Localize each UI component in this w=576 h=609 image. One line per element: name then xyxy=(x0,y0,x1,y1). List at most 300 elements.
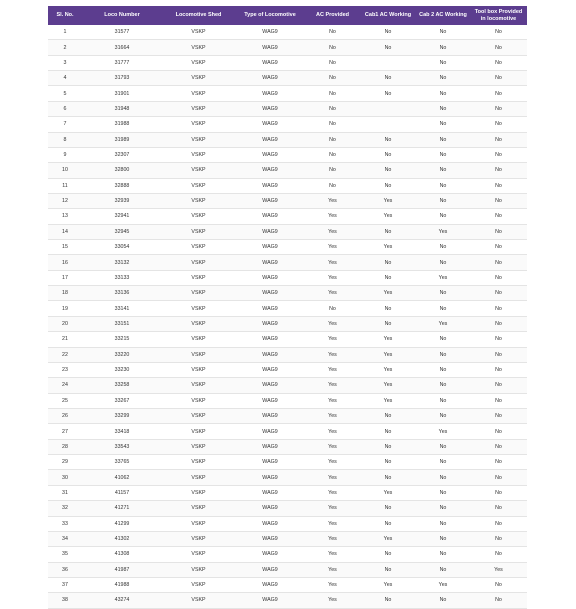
cell-sl-no: 14 xyxy=(48,224,82,239)
cell-cab1-ac-working: No xyxy=(360,255,416,270)
cell-type-of-locomotive: WAG9 xyxy=(235,286,305,301)
cell-loco-number: 32941 xyxy=(82,209,162,224)
cell-loco-number: 33132 xyxy=(82,255,162,270)
cell-sl-no: 20 xyxy=(48,316,82,331)
table-row xyxy=(48,439,527,454)
cell-cab1-ac-working: Yes xyxy=(360,209,416,224)
cell-cab2-ac-working: No xyxy=(416,147,470,162)
cell-locomotive-shed: VSKP xyxy=(162,347,235,362)
cell-loco-number: 31577 xyxy=(82,25,162,40)
cell-type-of-locomotive: WAG9 xyxy=(235,117,305,132)
cell-locomotive-shed: VSKP xyxy=(162,378,235,393)
cell-loco-number: 41062 xyxy=(82,470,162,485)
cell-locomotive-shed: VSKP xyxy=(162,193,235,208)
cell-cab1-ac-working: Yes xyxy=(360,577,416,592)
cell-ac-provided: Yes xyxy=(305,209,360,224)
cell-locomotive-shed: VSKP xyxy=(162,71,235,86)
cell-loco-number: 31664 xyxy=(82,40,162,55)
cell-cab2-ac-working: No xyxy=(416,593,470,608)
cell-locomotive-shed: VSKP xyxy=(162,393,235,408)
cell-toolbox-provided: No xyxy=(470,424,527,439)
cell-cab1-ac-working: No xyxy=(360,516,416,531)
cell-sl-no: 10 xyxy=(48,163,82,178)
cell-sl-no: 30 xyxy=(48,470,82,485)
cell-cab2-ac-working: No xyxy=(416,209,470,224)
table-row xyxy=(48,86,527,101)
table-row xyxy=(48,470,527,485)
cell-type-of-locomotive: WAG9 xyxy=(235,332,305,347)
cell-ac-provided: Yes xyxy=(305,332,360,347)
cell-ac-provided: Yes xyxy=(305,393,360,408)
cell-type-of-locomotive: WAG9 xyxy=(235,71,305,86)
cell-cab1-ac-working: No xyxy=(360,224,416,239)
cell-cab2-ac-working: Yes xyxy=(416,577,470,592)
cell-ac-provided: No xyxy=(305,132,360,147)
locomotive-table xyxy=(48,6,527,609)
cell-type-of-locomotive: WAG9 xyxy=(235,547,305,562)
cell-toolbox-provided: No xyxy=(470,516,527,531)
cell-locomotive-shed: VSKP xyxy=(162,485,235,500)
cell-locomotive-shed: VSKP xyxy=(162,516,235,531)
cell-sl-no: 28 xyxy=(48,439,82,454)
cell-sl-no: 21 xyxy=(48,332,82,347)
cell-cab2-ac-working: No xyxy=(416,562,470,577)
cell-ac-provided: No xyxy=(305,25,360,40)
cell-toolbox-provided: No xyxy=(470,455,527,470)
cell-cab1-ac-working: No xyxy=(360,163,416,178)
cell-ac-provided: Yes xyxy=(305,193,360,208)
cell-loco-number: 33299 xyxy=(82,408,162,423)
cell-sl-no: 27 xyxy=(48,424,82,439)
cell-cab1-ac-working xyxy=(360,117,416,132)
cell-locomotive-shed: VSKP xyxy=(162,547,235,562)
table-row xyxy=(48,55,527,70)
cell-cab2-ac-working: No xyxy=(416,378,470,393)
cell-loco-number: 32800 xyxy=(82,163,162,178)
cell-sl-no: 29 xyxy=(48,455,82,470)
cell-loco-number: 32307 xyxy=(82,147,162,162)
header-loco-number: Loco Number xyxy=(82,6,162,25)
cell-cab2-ac-working: No xyxy=(416,455,470,470)
cell-ac-provided: Yes xyxy=(305,562,360,577)
table-row xyxy=(48,255,527,270)
table-row xyxy=(48,424,527,439)
cell-ac-provided: Yes xyxy=(305,378,360,393)
cell-type-of-locomotive: WAG9 xyxy=(235,362,305,377)
cell-sl-no: 36 xyxy=(48,562,82,577)
cell-cab2-ac-working: No xyxy=(416,101,470,116)
cell-loco-number: 33136 xyxy=(82,286,162,301)
cell-cab2-ac-working: Yes xyxy=(416,270,470,285)
cell-toolbox-provided: No xyxy=(470,301,527,316)
cell-loco-number: 43274 xyxy=(82,593,162,608)
cell-cab2-ac-working: No xyxy=(416,86,470,101)
cell-cab2-ac-working: No xyxy=(416,332,470,347)
cell-ac-provided: Yes xyxy=(305,270,360,285)
cell-cab2-ac-working: No xyxy=(416,163,470,178)
table-row xyxy=(48,163,527,178)
cell-locomotive-shed: VSKP xyxy=(162,55,235,70)
table-row xyxy=(48,132,527,147)
cell-cab2-ac-working: No xyxy=(416,132,470,147)
cell-loco-number: 31989 xyxy=(82,132,162,147)
table-row xyxy=(48,40,527,55)
cell-toolbox-provided: No xyxy=(470,101,527,116)
cell-toolbox-provided: No xyxy=(470,393,527,408)
cell-cab1-ac-working: Yes xyxy=(360,362,416,377)
table-row xyxy=(48,455,527,470)
cell-loco-number: 33141 xyxy=(82,301,162,316)
cell-toolbox-provided: No xyxy=(470,40,527,55)
cell-loco-number: 33418 xyxy=(82,424,162,439)
header-sl-no: Sl. No. xyxy=(48,6,82,25)
cell-type-of-locomotive: WAG9 xyxy=(235,209,305,224)
cell-ac-provided: Yes xyxy=(305,362,360,377)
cell-loco-number: 32939 xyxy=(82,193,162,208)
cell-cab2-ac-working: No xyxy=(416,531,470,546)
cell-locomotive-shed: VSKP xyxy=(162,501,235,516)
cell-loco-number: 33258 xyxy=(82,378,162,393)
cell-cab1-ac-working: No xyxy=(360,270,416,285)
cell-toolbox-provided: No xyxy=(470,408,527,423)
cell-locomotive-shed: VSKP xyxy=(162,577,235,592)
cell-locomotive-shed: VSKP xyxy=(162,117,235,132)
table-row xyxy=(48,25,527,40)
table-row xyxy=(48,485,527,500)
cell-sl-no: 34 xyxy=(48,531,82,546)
cell-type-of-locomotive: WAG9 xyxy=(235,501,305,516)
cell-loco-number: 33267 xyxy=(82,393,162,408)
cell-toolbox-provided: Yes xyxy=(470,562,527,577)
cell-locomotive-shed: VSKP xyxy=(162,147,235,162)
cell-locomotive-shed: VSKP xyxy=(162,209,235,224)
table-row xyxy=(48,531,527,546)
cell-ac-provided: No xyxy=(305,178,360,193)
cell-locomotive-shed: VSKP xyxy=(162,255,235,270)
cell-cab2-ac-working: No xyxy=(416,547,470,562)
cell-cab1-ac-working: No xyxy=(360,71,416,86)
cell-ac-provided: Yes xyxy=(305,501,360,516)
cell-loco-number: 41299 xyxy=(82,516,162,531)
cell-toolbox-provided: No xyxy=(470,132,527,147)
cell-cab2-ac-working: No xyxy=(416,516,470,531)
cell-locomotive-shed: VSKP xyxy=(162,593,235,608)
cell-locomotive-shed: VSKP xyxy=(162,240,235,255)
table-row xyxy=(48,316,527,331)
cell-ac-provided: Yes xyxy=(305,485,360,500)
cell-cab1-ac-working xyxy=(360,55,416,70)
header-locomotive-shed: Locomotive Shed xyxy=(162,6,235,25)
cell-locomotive-shed: VSKP xyxy=(162,455,235,470)
cell-cab2-ac-working: No xyxy=(416,240,470,255)
cell-cab2-ac-working: No xyxy=(416,485,470,500)
cell-type-of-locomotive: WAG9 xyxy=(235,455,305,470)
cell-ac-provided: No xyxy=(305,71,360,86)
cell-cab2-ac-working: Yes xyxy=(416,316,470,331)
cell-loco-number: 32888 xyxy=(82,178,162,193)
cell-cab2-ac-working: No xyxy=(416,178,470,193)
cell-sl-no: 16 xyxy=(48,255,82,270)
cell-sl-no: 38 xyxy=(48,593,82,608)
table-row xyxy=(48,408,527,423)
table-row xyxy=(48,209,527,224)
table-row xyxy=(48,347,527,362)
cell-cab2-ac-working: Yes xyxy=(416,424,470,439)
cell-cab1-ac-working: No xyxy=(360,178,416,193)
cell-type-of-locomotive: WAG9 xyxy=(235,25,305,40)
cell-type-of-locomotive: WAG9 xyxy=(235,347,305,362)
cell-toolbox-provided: No xyxy=(470,286,527,301)
cell-toolbox-provided: No xyxy=(470,378,527,393)
cell-cab1-ac-working: Yes xyxy=(360,393,416,408)
header-row xyxy=(48,6,527,25)
cell-type-of-locomotive: WAG9 xyxy=(235,470,305,485)
cell-ac-provided: Yes xyxy=(305,316,360,331)
cell-loco-number: 31948 xyxy=(82,101,162,116)
cell-type-of-locomotive: WAG9 xyxy=(235,224,305,239)
cell-type-of-locomotive: WAG9 xyxy=(235,439,305,454)
cell-toolbox-provided: No xyxy=(470,470,527,485)
table-row xyxy=(48,577,527,592)
cell-cab2-ac-working: No xyxy=(416,301,470,316)
table-row xyxy=(48,224,527,239)
cell-type-of-locomotive: WAG9 xyxy=(235,132,305,147)
cell-cab2-ac-working: No xyxy=(416,362,470,377)
cell-loco-number: 33054 xyxy=(82,240,162,255)
cell-sl-no: 1 xyxy=(48,25,82,40)
header-type-of-locomotive: Type of Locomotive xyxy=(235,6,305,25)
cell-sl-no: 12 xyxy=(48,193,82,208)
cell-cab1-ac-working: No xyxy=(360,501,416,516)
cell-sl-no: 18 xyxy=(48,286,82,301)
cell-sl-no: 3 xyxy=(48,55,82,70)
cell-locomotive-shed: VSKP xyxy=(162,25,235,40)
cell-toolbox-provided: No xyxy=(470,55,527,70)
cell-sl-no: 6 xyxy=(48,101,82,116)
cell-toolbox-provided: No xyxy=(470,332,527,347)
cell-type-of-locomotive: WAG9 xyxy=(235,393,305,408)
cell-cab1-ac-working: Yes xyxy=(360,378,416,393)
cell-toolbox-provided: No xyxy=(470,547,527,562)
cell-type-of-locomotive: WAG9 xyxy=(235,408,305,423)
cell-type-of-locomotive: WAG9 xyxy=(235,378,305,393)
cell-cab1-ac-working: Yes xyxy=(360,531,416,546)
cell-sl-no: 2 xyxy=(48,40,82,55)
header-cab1-ac-working: Cab1 AC Working xyxy=(360,6,416,25)
cell-toolbox-provided: No xyxy=(470,193,527,208)
cell-locomotive-shed: VSKP xyxy=(162,424,235,439)
cell-cab1-ac-working: No xyxy=(360,439,416,454)
cell-cab2-ac-working: No xyxy=(416,347,470,362)
cell-sl-no: 32 xyxy=(48,501,82,516)
cell-cab2-ac-working: No xyxy=(416,40,470,55)
cell-ac-provided: Yes xyxy=(305,516,360,531)
cell-type-of-locomotive: WAG9 xyxy=(235,270,305,285)
cell-loco-number: 33220 xyxy=(82,347,162,362)
cell-type-of-locomotive: WAG9 xyxy=(235,577,305,592)
cell-toolbox-provided: No xyxy=(470,485,527,500)
cell-ac-provided: Yes xyxy=(305,408,360,423)
cell-type-of-locomotive: WAG9 xyxy=(235,593,305,608)
cell-toolbox-provided: No xyxy=(470,163,527,178)
cell-toolbox-provided: No xyxy=(470,347,527,362)
cell-ac-provided: Yes xyxy=(305,286,360,301)
cell-ac-provided: No xyxy=(305,101,360,116)
cell-ac-provided: Yes xyxy=(305,577,360,592)
cell-cab1-ac-working: No xyxy=(360,147,416,162)
table-row xyxy=(48,101,527,116)
cell-cab1-ac-working: No xyxy=(360,470,416,485)
cell-toolbox-provided: No xyxy=(470,316,527,331)
cell-locomotive-shed: VSKP xyxy=(162,286,235,301)
cell-cab1-ac-working: No xyxy=(360,424,416,439)
cell-cab2-ac-working: No xyxy=(416,408,470,423)
cell-type-of-locomotive: WAG9 xyxy=(235,255,305,270)
table-row xyxy=(48,593,527,608)
table-row xyxy=(48,240,527,255)
cell-cab1-ac-working: No xyxy=(360,25,416,40)
cell-toolbox-provided: No xyxy=(470,270,527,285)
cell-sl-no: 24 xyxy=(48,378,82,393)
cell-locomotive-shed: VSKP xyxy=(162,301,235,316)
cell-toolbox-provided: No xyxy=(470,71,527,86)
cell-loco-number: 33230 xyxy=(82,362,162,377)
cell-toolbox-provided: No xyxy=(470,224,527,239)
cell-cab2-ac-working: No xyxy=(416,25,470,40)
cell-type-of-locomotive: WAG9 xyxy=(235,193,305,208)
cell-loco-number: 33215 xyxy=(82,332,162,347)
cell-cab1-ac-working: No xyxy=(360,301,416,316)
cell-cab1-ac-working: Yes xyxy=(360,332,416,347)
cell-sl-no: 19 xyxy=(48,301,82,316)
cell-locomotive-shed: VSKP xyxy=(162,562,235,577)
header-ac-provided: AC Provided xyxy=(305,6,360,25)
cell-type-of-locomotive: WAG9 xyxy=(235,55,305,70)
cell-toolbox-provided: No xyxy=(470,577,527,592)
cell-locomotive-shed: VSKP xyxy=(162,101,235,116)
table-row xyxy=(48,393,527,408)
cell-type-of-locomotive: WAG9 xyxy=(235,240,305,255)
cell-toolbox-provided: No xyxy=(470,25,527,40)
cell-sl-no: 9 xyxy=(48,147,82,162)
cell-cab1-ac-working: No xyxy=(360,408,416,423)
cell-type-of-locomotive: WAG9 xyxy=(235,101,305,116)
table-row xyxy=(48,562,527,577)
cell-cab1-ac-working xyxy=(360,101,416,116)
cell-ac-provided: No xyxy=(305,40,360,55)
cell-loco-number: 41302 xyxy=(82,531,162,546)
cell-sl-no: 17 xyxy=(48,270,82,285)
cell-loco-number: 31777 xyxy=(82,55,162,70)
cell-ac-provided: No xyxy=(305,163,360,178)
cell-cab1-ac-working: Yes xyxy=(360,347,416,362)
table-row xyxy=(48,117,527,132)
cell-cab1-ac-working: No xyxy=(360,562,416,577)
cell-type-of-locomotive: WAG9 xyxy=(235,424,305,439)
cell-ac-provided: Yes xyxy=(305,439,360,454)
cell-locomotive-shed: VSKP xyxy=(162,316,235,331)
header-cab2-ac-working: Cab 2 AC Working xyxy=(416,6,470,25)
cell-type-of-locomotive: WAG9 xyxy=(235,516,305,531)
cell-ac-provided: Yes xyxy=(305,255,360,270)
cell-toolbox-provided: No xyxy=(470,531,527,546)
cell-sl-no: 13 xyxy=(48,209,82,224)
cell-locomotive-shed: VSKP xyxy=(162,132,235,147)
cell-loco-number: 33543 xyxy=(82,439,162,454)
cell-cab1-ac-working: Yes xyxy=(360,485,416,500)
cell-cab2-ac-working: No xyxy=(416,470,470,485)
cell-locomotive-shed: VSKP xyxy=(162,332,235,347)
cell-cab2-ac-working: Yes xyxy=(416,224,470,239)
table-row xyxy=(48,501,527,516)
table-row xyxy=(48,147,527,162)
cell-ac-provided: No xyxy=(305,55,360,70)
cell-cab2-ac-working: No xyxy=(416,55,470,70)
cell-cab1-ac-working: No xyxy=(360,316,416,331)
cell-locomotive-shed: VSKP xyxy=(162,178,235,193)
cell-ac-provided: Yes xyxy=(305,224,360,239)
cell-type-of-locomotive: WAG9 xyxy=(235,531,305,546)
header-toolbox-provided: Tool box Provided in locomotive xyxy=(470,6,527,25)
cell-sl-no: 7 xyxy=(48,117,82,132)
cell-type-of-locomotive: WAG9 xyxy=(235,40,305,55)
cell-cab1-ac-working: No xyxy=(360,86,416,101)
cell-ac-provided: Yes xyxy=(305,531,360,546)
cell-ac-provided: No xyxy=(305,301,360,316)
cell-toolbox-provided: No xyxy=(470,117,527,132)
cell-cab2-ac-working: No xyxy=(416,439,470,454)
cell-toolbox-provided: No xyxy=(470,439,527,454)
cell-locomotive-shed: VSKP xyxy=(162,40,235,55)
cell-sl-no: 25 xyxy=(48,393,82,408)
cell-cab1-ac-working: No xyxy=(360,455,416,470)
table-row xyxy=(48,332,527,347)
table-body xyxy=(48,25,527,608)
cell-locomotive-shed: VSKP xyxy=(162,531,235,546)
cell-ac-provided: Yes xyxy=(305,593,360,608)
cell-loco-number: 31988 xyxy=(82,117,162,132)
cell-toolbox-provided: No xyxy=(470,209,527,224)
cell-type-of-locomotive: WAG9 xyxy=(235,316,305,331)
locomotive-table-container xyxy=(48,6,527,609)
cell-locomotive-shed: VSKP xyxy=(162,224,235,239)
cell-locomotive-shed: VSKP xyxy=(162,86,235,101)
table-row xyxy=(48,378,527,393)
cell-toolbox-provided: No xyxy=(470,501,527,516)
cell-sl-no: 5 xyxy=(48,86,82,101)
cell-type-of-locomotive: WAG9 xyxy=(235,86,305,101)
cell-locomotive-shed: VSKP xyxy=(162,362,235,377)
cell-sl-no: 23 xyxy=(48,362,82,377)
cell-cab1-ac-working: Yes xyxy=(360,240,416,255)
cell-ac-provided: No xyxy=(305,147,360,162)
cell-cab2-ac-working: No xyxy=(416,393,470,408)
cell-cab1-ac-working: Yes xyxy=(360,286,416,301)
cell-loco-number: 41987 xyxy=(82,562,162,577)
cell-locomotive-shed: VSKP xyxy=(162,408,235,423)
cell-toolbox-provided: No xyxy=(470,240,527,255)
table-header xyxy=(48,6,527,25)
cell-toolbox-provided: No xyxy=(470,362,527,377)
cell-cab2-ac-working: No xyxy=(416,71,470,86)
cell-cab2-ac-working: No xyxy=(416,255,470,270)
cell-ac-provided: No xyxy=(305,86,360,101)
table-row xyxy=(48,286,527,301)
cell-loco-number: 33765 xyxy=(82,455,162,470)
cell-type-of-locomotive: WAG9 xyxy=(235,562,305,577)
cell-toolbox-provided: No xyxy=(470,593,527,608)
cell-toolbox-provided: No xyxy=(470,147,527,162)
